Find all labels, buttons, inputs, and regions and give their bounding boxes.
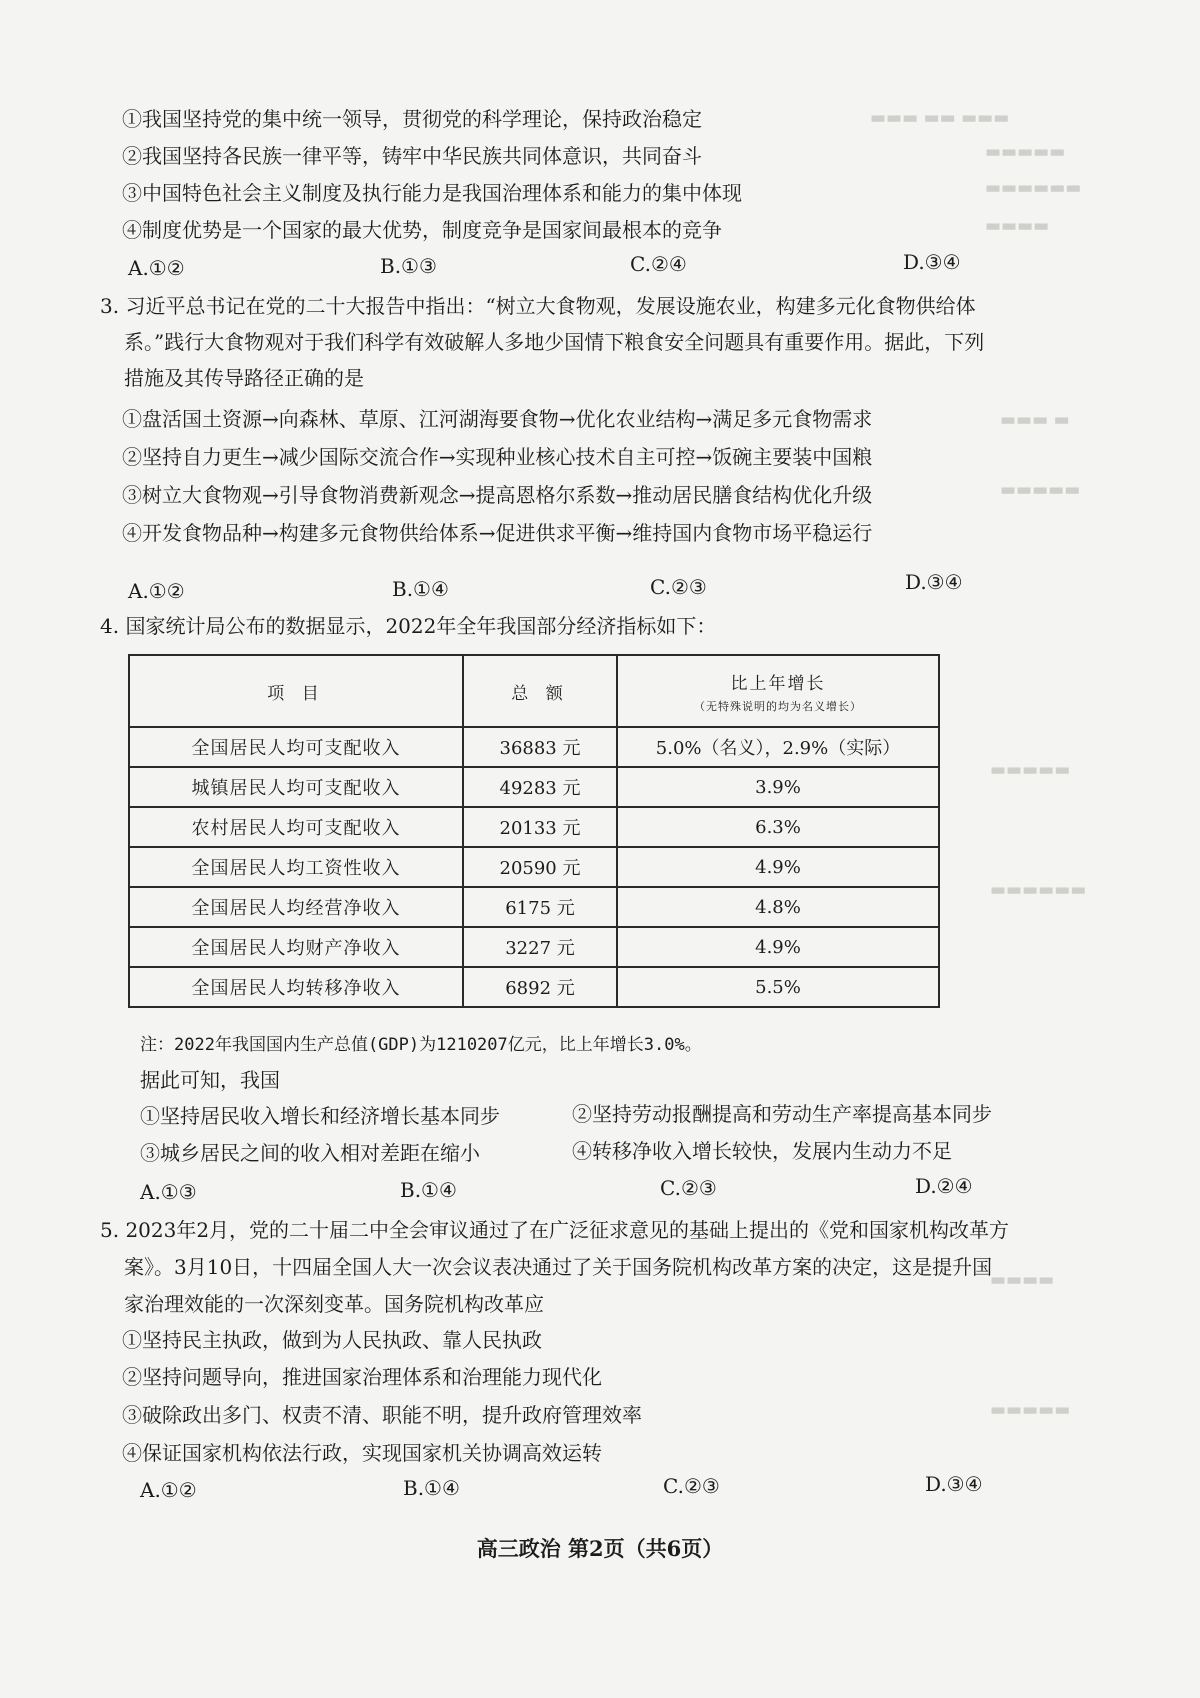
row-total: 36883 元 [463,727,617,767]
table-row [129,927,939,967]
q2-choice-b: B.①③ [380,254,437,278]
q4-option: ①坚持居民收入增长和经济增长基本同步 [140,1104,500,1128]
row-rate: 4.8% [617,887,939,927]
q4-choice-b: B.①④ [400,1178,457,1202]
q5-stem: 家治理效能的一次深刻变革。国务院机构改革应 [124,1292,544,1316]
bleed-through-mark: ▬▬▬▬▬ [990,1400,1071,1420]
q5-option: ④保证国家机构依法行政，实现国家机关协调高效运转 [122,1441,602,1465]
page-footer: 高三政治 第2页（共6页） [476,1536,724,1561]
bleed-through-mark: ▬▬▬ ▬ [1000,410,1070,430]
header-growth-label: 比上年增长 [730,673,826,694]
q3-option: ④开发食物品种→构建多元食物供给体系→促进供求平衡→维持国内食物市场平稳运行 [122,521,873,545]
q5-choice-b: B.①④ [403,1476,460,1500]
table-row [129,727,939,767]
q5-stem: 5. 2023年2月，党的二十届二中全会审议通过了在广泛征求意见的基础上提出的《党和国家机构改革方 [100,1218,1010,1242]
q2-choice-c: C.②④ [630,252,687,276]
table-row [129,967,939,1007]
q3-option: ③树立大食物观→引导食物消费新观念→提高恩格尔系数→推动居民膳食结构优化升级 [122,483,873,507]
row-rate: 3.9% [617,767,939,807]
table-row [129,807,939,847]
q5-option: ②坚持问题导向，推进国家治理体系和治理能力现代化 [122,1365,602,1389]
q4-choice-d: D.②④ [915,1174,973,1198]
bleed-through-mark: ▬▬▬▬▬ [985,142,1066,162]
header-growth [617,655,939,727]
row-item: 全国居民人均工资性收入 [129,847,463,887]
q4-option: ②坚持劳动报酬提高和劳动生产率提高基本同步 [572,1102,992,1126]
row-total: 20133 元 [463,807,617,847]
row-item: 全国居民人均财产净收入 [129,927,463,967]
row-total: 6892 元 [463,967,617,1007]
row-rate: 5.5% [617,967,939,1007]
q3-choice-d: D.③④ [905,570,963,594]
row-item: 全国居民人均经营净收入 [129,887,463,927]
bleed-through-mark: ▬▬▬▬ [990,1270,1055,1290]
income-data-table [128,654,940,1008]
q2-option: ①我国坚持党的集中统一领导，贯彻党的科学理论，保持政治稳定 [122,107,702,131]
q5-option: ①坚持民主执政，做到为人民执政、靠人民执政 [122,1328,542,1352]
q5-stem: 案》。3月10日，十四届全国人大一次会议表决通过了关于国务院机构改革方案的决定，这是提升国 [124,1255,993,1279]
bleed-through-mark: ▬▬▬▬▬ [1000,480,1081,500]
q3-stem: 系。”践行大食物观对于我们科学有效破解人多地少国情下粮食安全问题具有重要作用。据此，下列 [124,330,985,354]
q2-option: ④制度优势是一个国家的最大优势，制度竞争是国家间最根本的竞争 [122,218,722,242]
row-rate: 4.9% [617,847,939,887]
q4-choice-a: A.①③ [140,1180,197,1204]
row-item: 城镇居民人均可支配收入 [129,767,463,807]
q5-option: ③破除政出多门、权责不清、职能不明，提升政府管理效率 [122,1403,642,1427]
bleed-through-mark: ▬▬▬▬▬▬ [990,880,1087,900]
q3-choice-a: A.①② [128,579,185,603]
row-item: 全国居民人均转移净收入 [129,967,463,1007]
q5-choice-a: A.①② [140,1478,197,1502]
bleed-through-mark: ▬▬▬▬▬▬ [985,178,1082,198]
q4-note: 注：2022年我国国内生产总值(GDP)为1210207亿元，比上年增长3.0%。 [140,1035,702,1055]
q5-choice-c: C.②③ [663,1474,720,1498]
q5-choice-d: D.③④ [925,1472,983,1496]
table-row [129,887,939,927]
row-total: 49283 元 [463,767,617,807]
table-row [129,847,939,887]
row-rate: 4.9% [617,927,939,967]
q4-option: ③城乡居民之间的收入相对差距在缩小 [140,1141,480,1165]
q3-choice-c: C.②③ [650,575,707,599]
row-rate: 6.3% [617,807,939,847]
q4-lead: 据此可知，我国 [140,1068,280,1092]
q3-stem: 3. 习近平总书记在党的二十大报告中指出：“树立大食物观，发展设施农业，构建多元化食物供给体 [100,294,976,318]
header-growth-note: （无特殊说明的均为名义增长） [694,699,862,713]
q2-choice-a: A.①② [128,256,185,280]
header-item: 项 目 [129,655,463,727]
q3-choice-b: B.①④ [392,577,449,601]
header-total: 总 额 [463,655,617,727]
bleed-through-mark: ▬▬▬ ▬▬ ▬▬▬ [870,108,1010,128]
q4-choice-c: C.②③ [660,1176,717,1200]
bleed-through-mark: ▬▬▬▬▬ [990,760,1071,780]
q2-option: ②我国坚持各民族一律平等，铸牢中华民族共同体意识，共同奋斗 [122,144,702,168]
row-total: 3227 元 [463,927,617,967]
row-total: 6175 元 [463,887,617,927]
row-item: 全国居民人均可支配收入 [129,727,463,767]
q2-choice-d: D.③④ [903,250,961,274]
row-item: 农村居民人均可支配收入 [129,807,463,847]
q4-option: ④转移净收入增长较快，发展内生动力不足 [572,1139,952,1163]
row-rate: 5.0%（名义），2.9%（实际） [617,727,939,767]
q3-stem: 措施及其传导路径正确的是 [124,366,364,390]
q4-stem: 4. 国家统计局公布的数据显示，2022年全年我国部分经济指标如下： [100,614,717,638]
q3-option: ①盘活国土资源→向森林、草原、江河湖海要食物→优化农业结构→满足多元食物需求 [122,407,873,431]
q3-option: ②坚持自力更生→减少国际交流合作→实现种业核心技术自主可控→饭碗主要装中国粮 [122,445,873,469]
table-header-row [129,655,939,727]
q2-option: ③中国特色社会主义制度及执行能力是我国治理体系和能力的集中体现 [122,181,742,205]
bleed-through-mark: ▬▬▬▬ [985,216,1050,236]
row-total: 20590 元 [463,847,617,887]
table-row [129,767,939,807]
